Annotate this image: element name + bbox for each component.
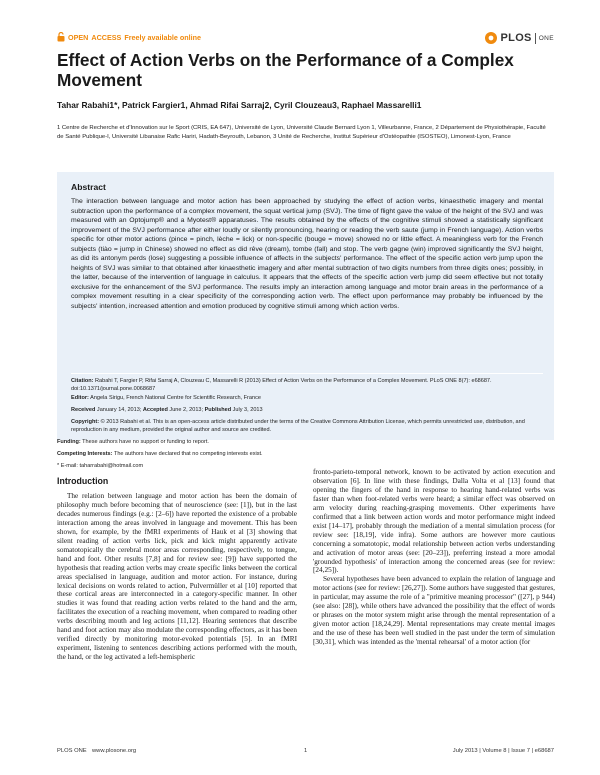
page-footer [57, 748, 554, 758]
footer-volume: July 2013 | Volume 8 | Issue 7 | e68687 [452, 748, 554, 754]
dates-line [71, 406, 543, 414]
corresponding-email: * E-mail: taharrabahi@hotmail.com [57, 463, 144, 469]
author-list: Tahar Rabahi1*, Patrick Fargier1, Ahmad Rifai Sarraj2, Cyril Clouzeau3, Raphael Massarelli1 [57, 100, 422, 110]
editor-text: Angela Sirigu, French National Centre for Scientific Research, France [90, 395, 261, 401]
funding-line [57, 438, 554, 446]
abstract-divider [71, 373, 543, 374]
freely-available-label: Freely available online [124, 32, 202, 42]
received-label: Received [71, 407, 96, 413]
citation-label: Citation: [71, 378, 94, 384]
access-label: ACCESS [91, 32, 122, 42]
copyright-label: Copyright: [71, 419, 100, 425]
competing-interests-line [57, 450, 554, 458]
abstract-heading: Abstract [71, 182, 106, 192]
competing-label: Competing Interests: [57, 451, 113, 457]
accepted-label: Accepted [142, 407, 168, 413]
article-title: Effect of Action Verbs on the Performance of a Complex Movement [57, 50, 514, 90]
editor-line [71, 394, 543, 402]
intro-right-paragraph-2: Several hypotheses have been advanced to explain the relation of language and motor actions (see for review: [26,27]). Some authors have suggested that gestures, in particular, may assume the role of a "primitive meaning processor" ([27], p 944) (see also: [28]), while others have advanced the possibility that the effect of words or phrases on the motor system might arise through the mental representation of a given motor action [18,24,29]. Mental representations may create mental images and the use of these has been well studied in the past under the term of simulation [30,31], which was intended as the 'mental rehearsal' of a motor action (for [313, 575, 555, 647]
logo-divider [535, 33, 536, 44]
accepted-date: June 2, 2013; [169, 407, 204, 413]
copyright-line [71, 418, 543, 434]
received-date: January 14, 2013; [96, 407, 142, 413]
published-date: July 3, 2013 [232, 407, 263, 413]
funding-text: These authors have no support or funding to report. [82, 439, 209, 445]
introduction-heading: Introduction [57, 476, 109, 486]
open-lock-icon [57, 32, 65, 42]
citation-text: Rabahi T, Fargier P, Rifai Sarraj A, Clouzeau C, Massarelli R (2013) Effect of Action Verbs on the Performance of a Complex Movement. PLoS ONE 8(7): e68687. doi:10.1371/journal.pone.0068687 [71, 378, 492, 393]
plos-brand: PLOS [500, 32, 532, 44]
competing-text: The authors have declared that no competing interests exist. [113, 451, 263, 457]
open-access-badge [57, 32, 201, 42]
plos-logo-icon [484, 31, 498, 45]
intro-right-column [313, 468, 555, 647]
published-label: Published [204, 407, 232, 413]
page-header [57, 31, 554, 47]
plos-brand-sub: ONE [538, 34, 554, 42]
plos-one-logo [484, 31, 554, 45]
affiliations: 1 Centre de Recherche et d'Innovation sur le Sport (CRIS, EA 647), Université de Lyon, Université Claude Bernard Lyon 1, Villeurbanne, France, 2 Département de Physiothérapie, Faculté de Santé Publique-I, Université Libanaise Rafic Hariri, Hadath-Beyrouth, Lebanon, 3 Unité de Recherche, Institut Supérieur d'Ostéopathie (ISOSTEO), Limonest-Lyon, France [57, 125, 546, 140]
copyright-text: © 2013 Rabahi et al. This is an open-access article distributed under the terms of the Creative Commons Attribution License, which permits unrestricted use, distribution, and reproduction in any medium, provided the original author and source are credited. [71, 419, 525, 434]
page-number: 1 [304, 748, 308, 754]
footer-journal: PLOS ONE [57, 748, 87, 754]
funding-label: Funding: [57, 439, 81, 445]
editor-label: Editor: [71, 395, 89, 401]
footer-url[interactable]: www.plosone.org [92, 748, 137, 754]
open-label: OPEN [68, 32, 89, 42]
citation-line [71, 377, 543, 393]
intro-right-paragraph-1: fronto-parieto-temporal network, known to be activated by action execution and observation [6]. In line with these findings, Dalla Volta et al [13] found that opening the fingers of the hand in response to hearing hand-related verbs was faster than when foot-related verbs were heard; a similar effect was observed on arm velocity during reaching-grasping movements. Other experiments have confirmed that a link between action words and motor performance might indeed exist [14–17], probably through the mediation of a mental simulation process (for review see: [18,19], vide infra). Some authors are however more cautious concerning a somatotopic, modal relationship between action verbs understanding and activation of motor areas (see: [20–23]), preferring instead a more amodal 'grounded hypothesis' of interaction among the concerned areas (see for review: [24,25]). [313, 468, 555, 575]
intro-left-column: The relation between language and motor action has been the domain of philosophy much before becoming that of neuroscience (see: [1]), but in the last decades numerous findings (e.g.: [2–6]) have reported the existence of a probable interaction among the areas involved in language and movement. This has been shown, for example, by the fMRI experiments of Hauk et al [3] showing that silent reading of action verbs lick, pick and kick might apparently activate somatotopically the cerebral motor areas corresponding, respectively, to tongue, hand and foot. Other results [7,8] and for review see: [9]) have supported the hypothesis that reading action verbs may create specific links between the cortical areas specialised in language, audition and motor action. For instance, during lexical decisions on words related to action, Pulvermüller et al [10] reported that these cortical areas are interconnected in a category-specific manner. In other studies it was found that reading action verbs related to the hand and the arm, facilitates the execution of a reaching movement, when compared to reading other verbs describing mouth and leg actions [11,12]. Hearing sentences that describe hand and foot action may also modulate the corresponding effectors, as it has been verified directly by monitoring motor-evoked potentials [5]. In an fMRI experiment, listening to sentences describing actions performed with the mouth, the hand, or the leg activated a left-hemispheric [57, 492, 297, 662]
abstract-text: The interaction between language and motor action has been approached by studying the effect of action verbs, kinaesthetic imagery and mental subtraction upon the performance of a complex movement, the squat vertical jump (SVJ). The time of flight gave the value of the height of the SVJ and was measured with an Optojump® and a Myotest® apparatuses. The results obtained by the effects of the cognitive stimuli showed a statistically significant improvement of the SVJ performance after either loudly or silently pronouncing, hearing or reading the verb saute (jump in French language). Action verbs specific for other motor actions (pince = pinch, lèche = lick) or non-specific (bouge = move) showed no or little effect. A meaningless verb for the French subjects (tiào = jump in Chinese) showed no effect as did rêve (dream), tombe (fall) and stop. The verb gagne (win) improved significantly the SVJ height, as did its antonym perds (lose) suggesting a possible influence of affects in the subjects' performance. The effect of the specific action verb jump upon the heights of SVJ was similar to that obtained after kinaesthetic imagery and after mental subtraction of two digits numbers from three digits ones; possibly, in the latter, because of the intervention of language in calculus. It appears that the effects of the specific action verb jump did seem effective but not totally exclusive for the enhancement of the SVJ performance. The results imply an interaction among language and motor brain areas in the performance of a complex movement resulting in a clear specificity of the corresponding action verb. The effect upon performance may probably be influenced by the subjects' intention, increased attention and emotion produced by cognitive stimuli among which action verbs. [71, 198, 543, 310]
